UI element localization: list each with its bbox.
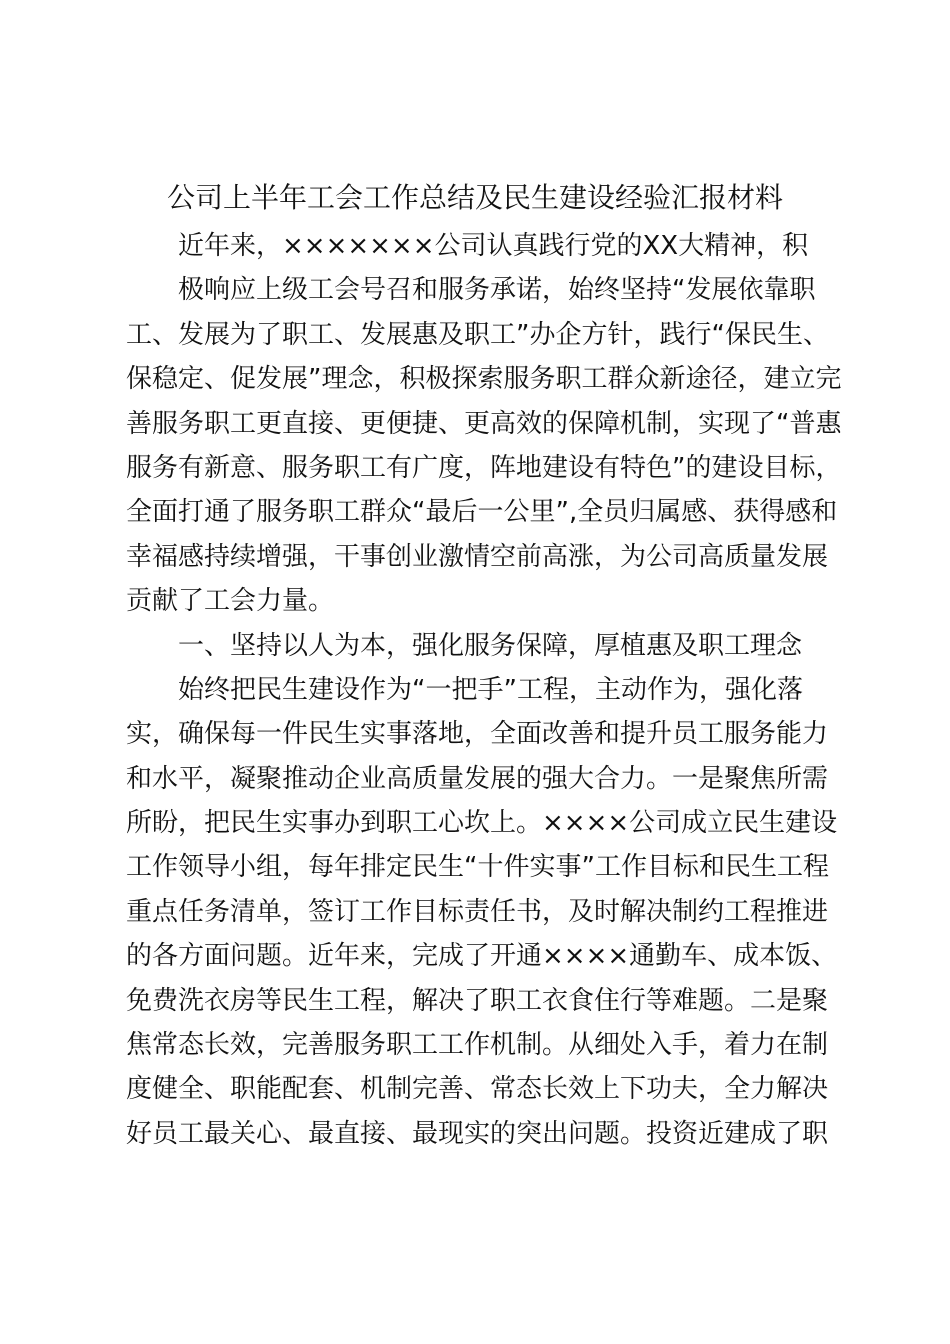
section-heading: 一、坚持以人为本，强化服务保障，厚植惠及职工理念 — [178, 630, 803, 661]
paragraph-line: 实，确保每一件民生实事落地，全面改善和提升员工服务能力 — [126, 719, 829, 750]
paragraph-line: 所盼，把民生实事办到职工心坎上。××××公司成立民生建设 — [126, 808, 838, 839]
paragraph-line: 和水平，凝聚推动企业高质量发展的强大合力。一是聚焦所需 — [126, 763, 829, 794]
paragraph-line: 的各方面问题。近年来，完成了开通××××通勤车、成本饭、 — [126, 941, 838, 972]
paragraph-line: 免费洗衣房等民生工程，解决了职工衣食住行等难题。二是聚 — [126, 985, 829, 1016]
paragraph-line: 重点任务清单，签订工作目标责任书，及时解决制约工程推进 — [126, 896, 829, 927]
paragraph-line: 度健全、职能配套、机制完善、常态长效上下功夫，全力解决 — [126, 1074, 829, 1105]
paragraph-line: 幸福感持续增强，干事创业激情空前高涨，为公司高质量发展 — [126, 541, 829, 572]
paragraph-line: 焦常态长效，完善服务职工工作机制。从细处入手，着力在制 — [126, 1030, 829, 1061]
paragraph-line: 工作领导小组，每年排定民生“十件实事”工作目标和民生工程 — [126, 852, 829, 883]
paragraph-line: 保稳定、促发展”理念，积极探索服务职工群众新途径，建立完 — [126, 364, 842, 395]
paragraph-line: 贡献了工会力量。 — [126, 586, 335, 617]
paragraph-line: 好员工最关心、最直接、最现实的突出问题。投资近建成了职 — [126, 1118, 829, 1149]
paragraph-line: 全面打通了服务职工群众“最后一公里”,全员归属感、获得感和 — [126, 497, 838, 528]
paragraph-line: 始终把民生建设作为“一把手”工程，主动作为，强化落 — [178, 674, 803, 705]
paragraph-line: 近年来，×××××××公司认真践行党的XX大精神，积 — [178, 231, 809, 261]
paragraph-line: 极响应上级工会号召和服务承诺，始终坚持“发展依靠职 — [178, 275, 816, 306]
paragraph-line: 工、发展为了职工、发展惠及职工”办企方针，践行“保民生、 — [126, 319, 829, 350]
paragraph-line: 善服务职工更直接、更便捷、更高效的保障机制，实现了“普惠 — [126, 408, 842, 439]
document-body — [126, 224, 842, 1156]
document-title: 公司上半年工会工作总结及民生建设经验汇报材料 — [166, 181, 783, 214]
paragraph-line: 服务有新意、服务职工有广度，阵地建设有特色”的建设目标， — [126, 452, 842, 483]
